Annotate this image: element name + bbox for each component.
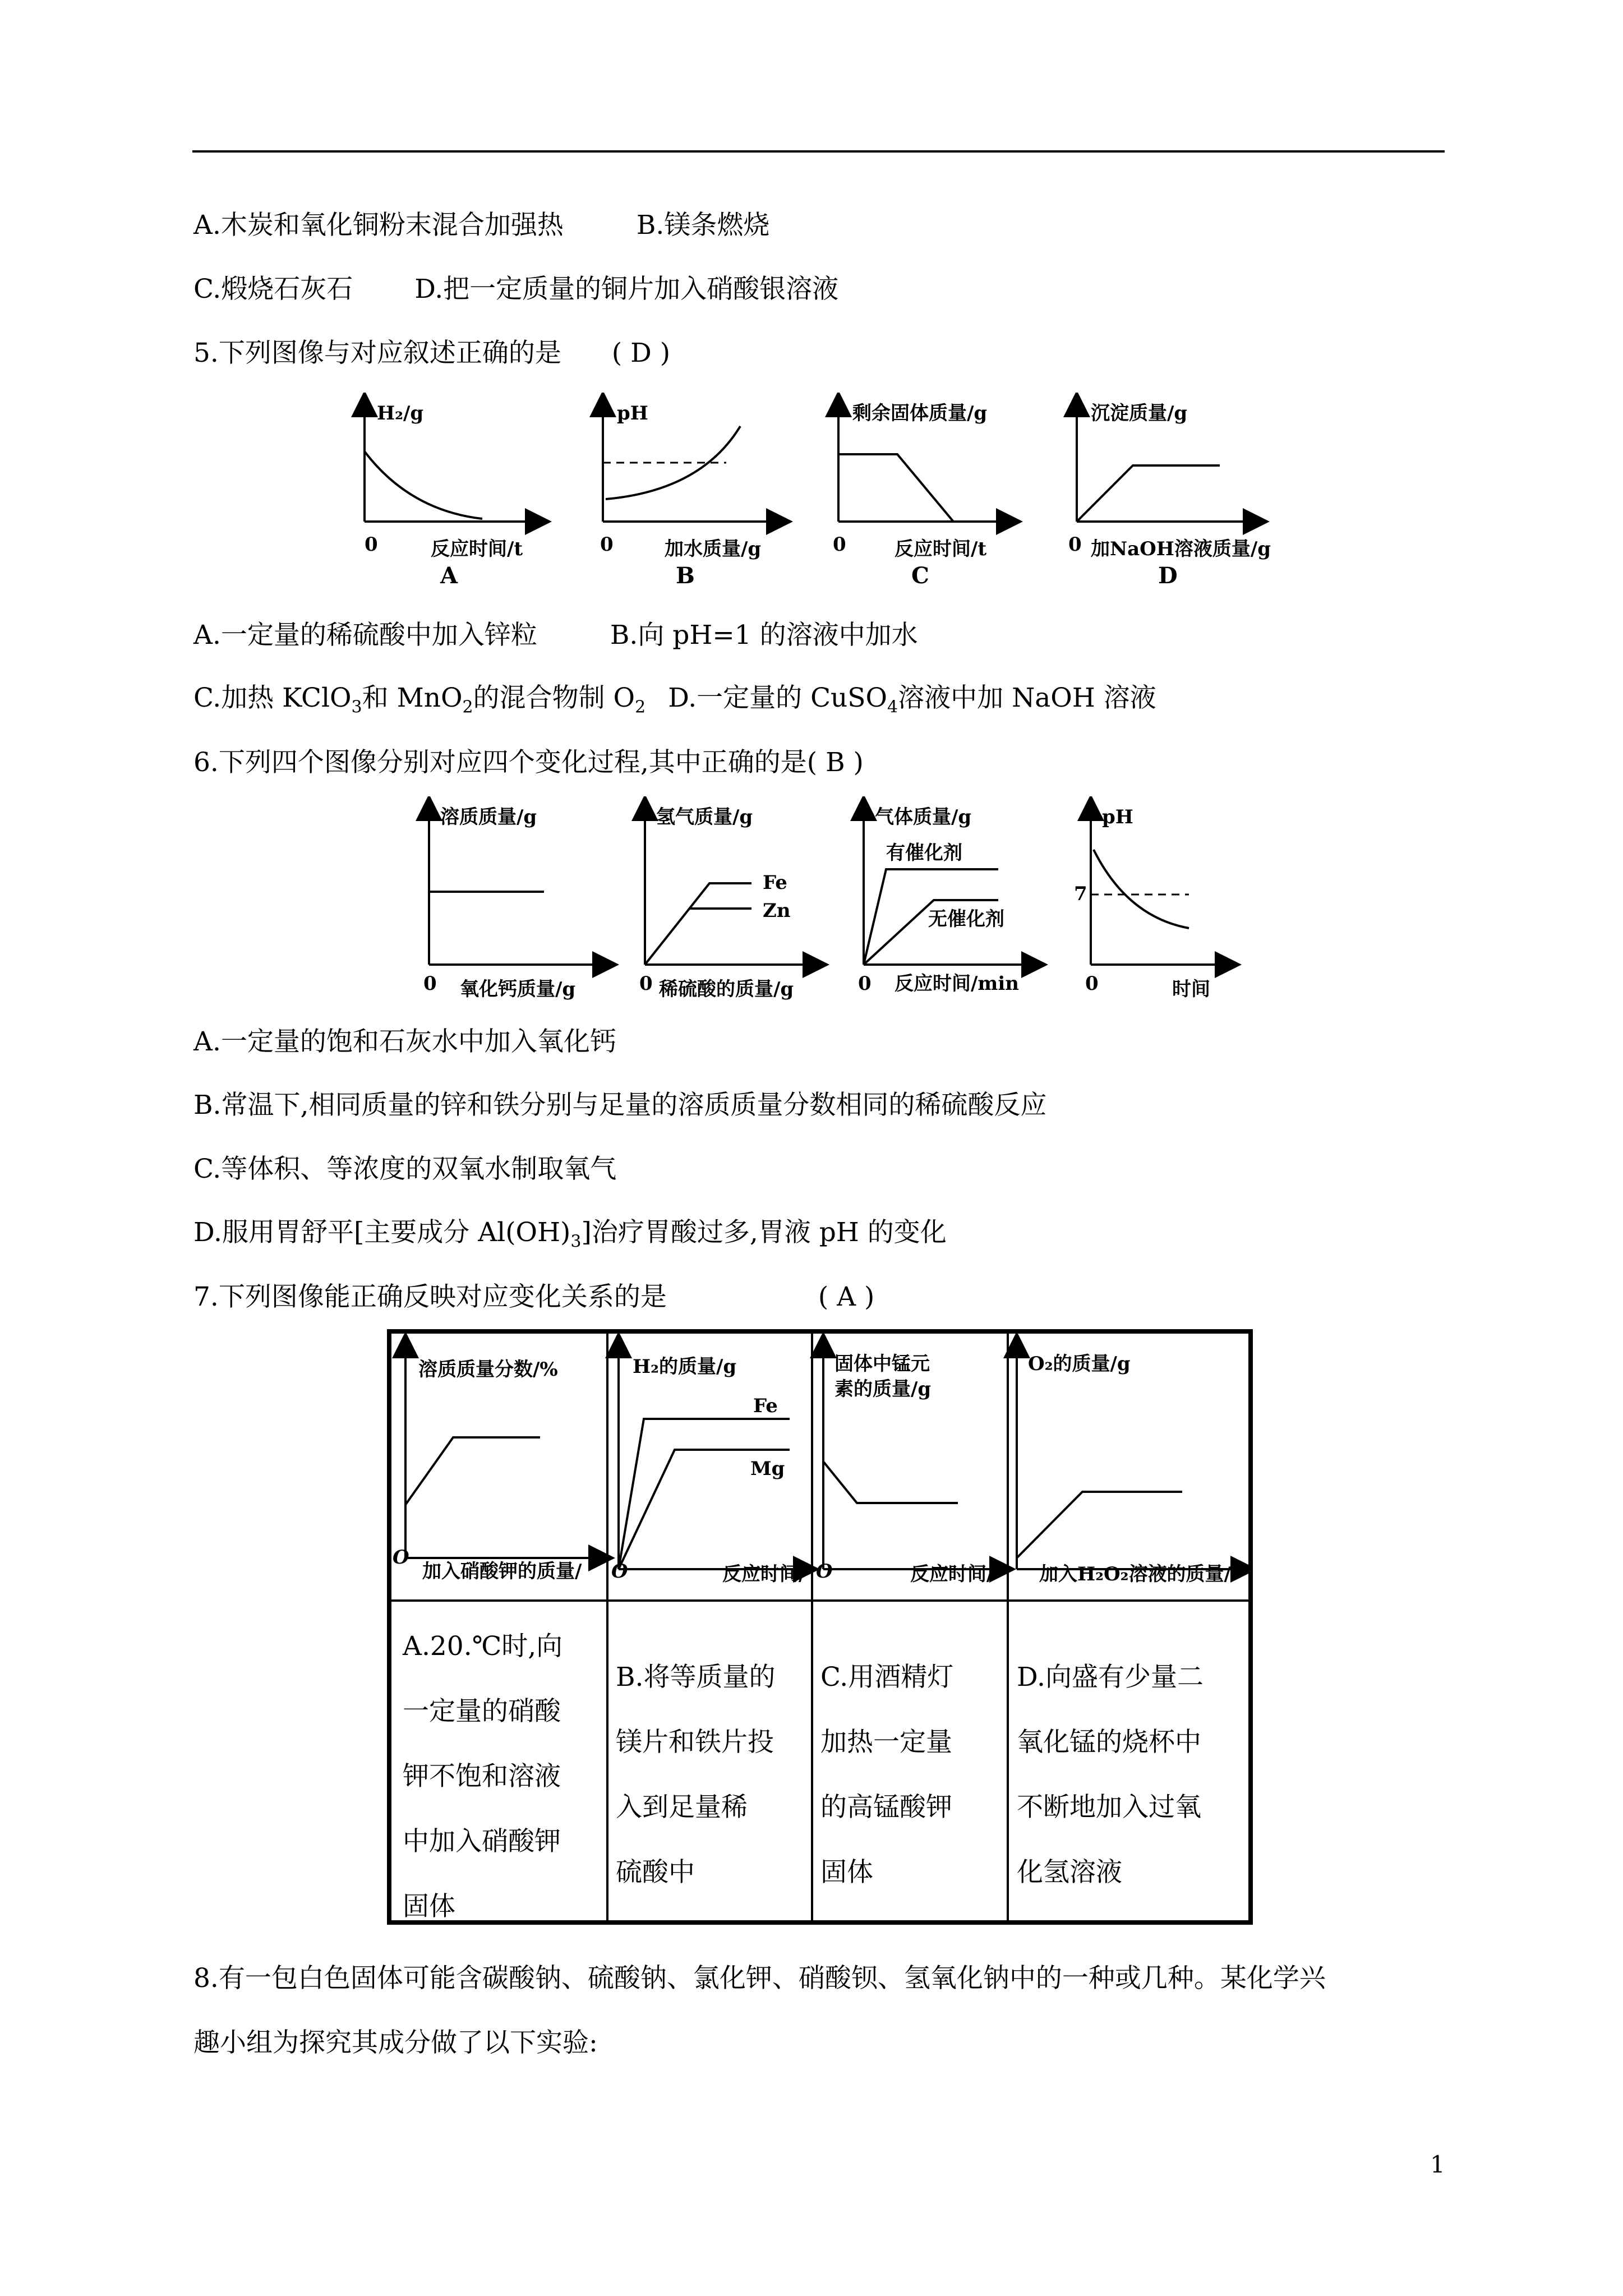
y-axis-label: 溶质质量/g <box>440 806 537 828</box>
origin-label: O <box>611 1560 628 1583</box>
option-line <box>193 1025 616 1059</box>
option-c: C.等体积、等浓度的双氧水制取氧气 <box>193 1154 617 1184</box>
q7-graph-b <box>611 1345 806 1585</box>
y-axis-label: 沉淀质量/g <box>1091 402 1188 425</box>
q7-graph-c <box>816 1345 1003 1585</box>
y-axis-label: H₂/g <box>377 402 424 425</box>
origin-label: 0 <box>1085 972 1099 995</box>
option-b: B.向 pH=1 的溶液中加水 <box>610 620 918 651</box>
x-axis-label: 氧化钙质量/g <box>460 978 576 1001</box>
answer: ( D ) <box>611 338 671 368</box>
y-axis-label: 剩余固体质量/g <box>852 402 988 425</box>
y-axis-label-line1: 固体中锰元 <box>834 1353 930 1375</box>
q6-graph-d <box>1074 806 1228 1001</box>
q5-graph-b <box>600 402 780 589</box>
option-c: C.煅烧石灰石 <box>193 274 353 305</box>
option-line <box>193 209 769 242</box>
q7-graphs <box>391 1334 1248 1599</box>
q7-graph-a <box>393 1345 602 1583</box>
question-5 <box>193 336 670 370</box>
graph-tag: D <box>1158 563 1178 589</box>
origin-label: 0 <box>639 972 653 995</box>
y-axis-label-line2: 素的质量/g <box>834 1378 932 1400</box>
x-axis-label: 反应时间/min <box>895 972 1020 995</box>
x-axis-label: 加NaOH溶液质量/g <box>1091 538 1271 560</box>
option-d: D.一定量的 CuSO$_4$溶液中加 NaOH 溶液 <box>668 683 1156 717</box>
x-axis-label: 加入H₂O₂溶液的质量/ <box>1039 1563 1231 1585</box>
x-axis-label: 反应时间/ <box>722 1563 806 1585</box>
page-number: 1 <box>1430 2151 1445 2178</box>
series-label-no-catalyst: 无催化剂 <box>928 908 1004 930</box>
x-axis-label: 加水质量/g <box>665 538 762 560</box>
y-axis-label: H₂的质量/g <box>633 1356 737 1378</box>
option-line <box>193 1216 947 1258</box>
option-line <box>193 619 918 652</box>
option-a: A.木炭和氧化铜粉末混合加强热 <box>193 210 564 241</box>
option-d: D.服用胃舒平[主要成分 $Al(OH)_3$]治疗胃酸过多,胃液 pH 的变化 <box>193 1217 947 1252</box>
q7-graph-d <box>1017 1345 1244 1585</box>
q7-cell-c: C.用酒精灯 加热一定量 的高锰酸钾 固体 <box>820 1662 954 1888</box>
x-axis-label: 反应时间/t <box>431 538 523 560</box>
question-7 <box>193 1280 874 1314</box>
y-axis-label: 溶质质量分数/% <box>418 1358 558 1381</box>
q5-graphs <box>314 393 1290 594</box>
q6-graph-a <box>423 806 606 1001</box>
q5-graph-c <box>833 402 1009 589</box>
header-rule <box>192 150 1445 153</box>
x-axis-label: 反应时间/t <box>895 538 987 560</box>
series-label-mg: Mg <box>750 1458 785 1480</box>
origin-label: O <box>816 1560 833 1583</box>
answer: ( A ) <box>818 1281 875 1312</box>
option-a: A.一定量的稀硫酸中加入锌粒 <box>193 620 537 651</box>
x-axis-label: 稀硫酸的质量/g <box>659 978 794 1001</box>
question-text: 6.下列四个图像分别对应四个变化过程,其中正确的是 <box>193 747 807 778</box>
question-text: 7.下列图像能正确反映对应变化关系的是 <box>193 1281 667 1312</box>
option-line <box>193 1152 616 1186</box>
option-line <box>193 1089 1046 1122</box>
q7-cell-b: B.将等质量的 镁片和铁片投 入到足量稀 硫酸中 <box>616 1662 776 1888</box>
q7-cell-a: A.20.℃时,向 一定量的硝酸 钾不饱和溶液 中加入硝酸钾 固体 <box>403 1631 563 1922</box>
y-axis-label: 气体质量/g <box>875 806 972 828</box>
question-8-line1: 8.有一包白色固体可能含碳酸钠、硫酸钠、氯化钾、硝酸钡、氢氧化钠中的一种或几种。某化学兴 <box>193 1963 1326 1994</box>
option-line <box>193 681 1156 724</box>
option-c: C.加热 KClO$_3$和 MnO$_2$的混合物制 $O_2$ <box>193 683 646 717</box>
q7-table <box>387 1329 1253 1925</box>
series-label-fe: Fe <box>763 872 787 894</box>
graph-tag: A <box>440 563 458 589</box>
option-line <box>193 273 838 306</box>
origin-label: 0 <box>365 533 378 556</box>
answer: ( B ) <box>806 747 864 778</box>
graph-tag: B <box>676 563 695 589</box>
series-label-fe: Fe <box>753 1395 778 1417</box>
question-8-line2: 趣小组为探究其成分做了以下实验: <box>193 2027 598 2058</box>
y-axis-label: pH <box>1102 806 1133 828</box>
origin-label: 0 <box>858 972 872 995</box>
origin-label: 0 <box>1068 533 1082 556</box>
x-axis-label: 时间 <box>1172 978 1210 1001</box>
y-axis-label: 氢气质量/g <box>656 806 753 828</box>
option-d: D.把一定质量的铜片加入硝酸银溶液 <box>414 274 839 305</box>
option-a: A.一定量的饱和石灰水中加入氧化钙 <box>193 1026 616 1057</box>
q5-graph-a <box>365 402 538 589</box>
x-axis-label: 反应时间/ <box>910 1563 994 1585</box>
y-axis-label: pH <box>617 402 648 425</box>
x-axis-label: 加入硝酸钾的质量/ <box>422 1560 582 1583</box>
graph-tag: C <box>911 563 929 589</box>
q6-graph-c <box>858 806 1035 995</box>
q6-graph-b <box>639 806 816 1001</box>
option-b: B.常温下,相同质量的锌和铁分别与足量的溶质质量分数相同的稀硫酸反应 <box>193 1090 1047 1121</box>
origin-label: 0 <box>423 972 437 995</box>
option-b: B.镁条燃烧 <box>636 210 770 241</box>
origin-label: 0 <box>833 533 846 556</box>
q7-cell-d: D.向盛有少量二 氧化锰的烧杯中 不断地加入过氧 化氢溶液 <box>1017 1662 1204 1888</box>
q5-graph-d <box>1068 402 1271 589</box>
question-6 <box>193 746 864 780</box>
series-label-catalyst: 有催化剂 <box>886 842 962 864</box>
origin-label: O <box>393 1546 409 1569</box>
series-label-zn: Zn <box>763 900 791 922</box>
y-axis-label: O₂的质量/g <box>1028 1353 1131 1375</box>
question-text: 5.下列图像与对应叙述正确的是 <box>193 338 561 368</box>
q6-graphs <box>404 796 1256 1009</box>
tick-label: 7 <box>1074 883 1087 905</box>
origin-label: 0 <box>600 533 614 556</box>
